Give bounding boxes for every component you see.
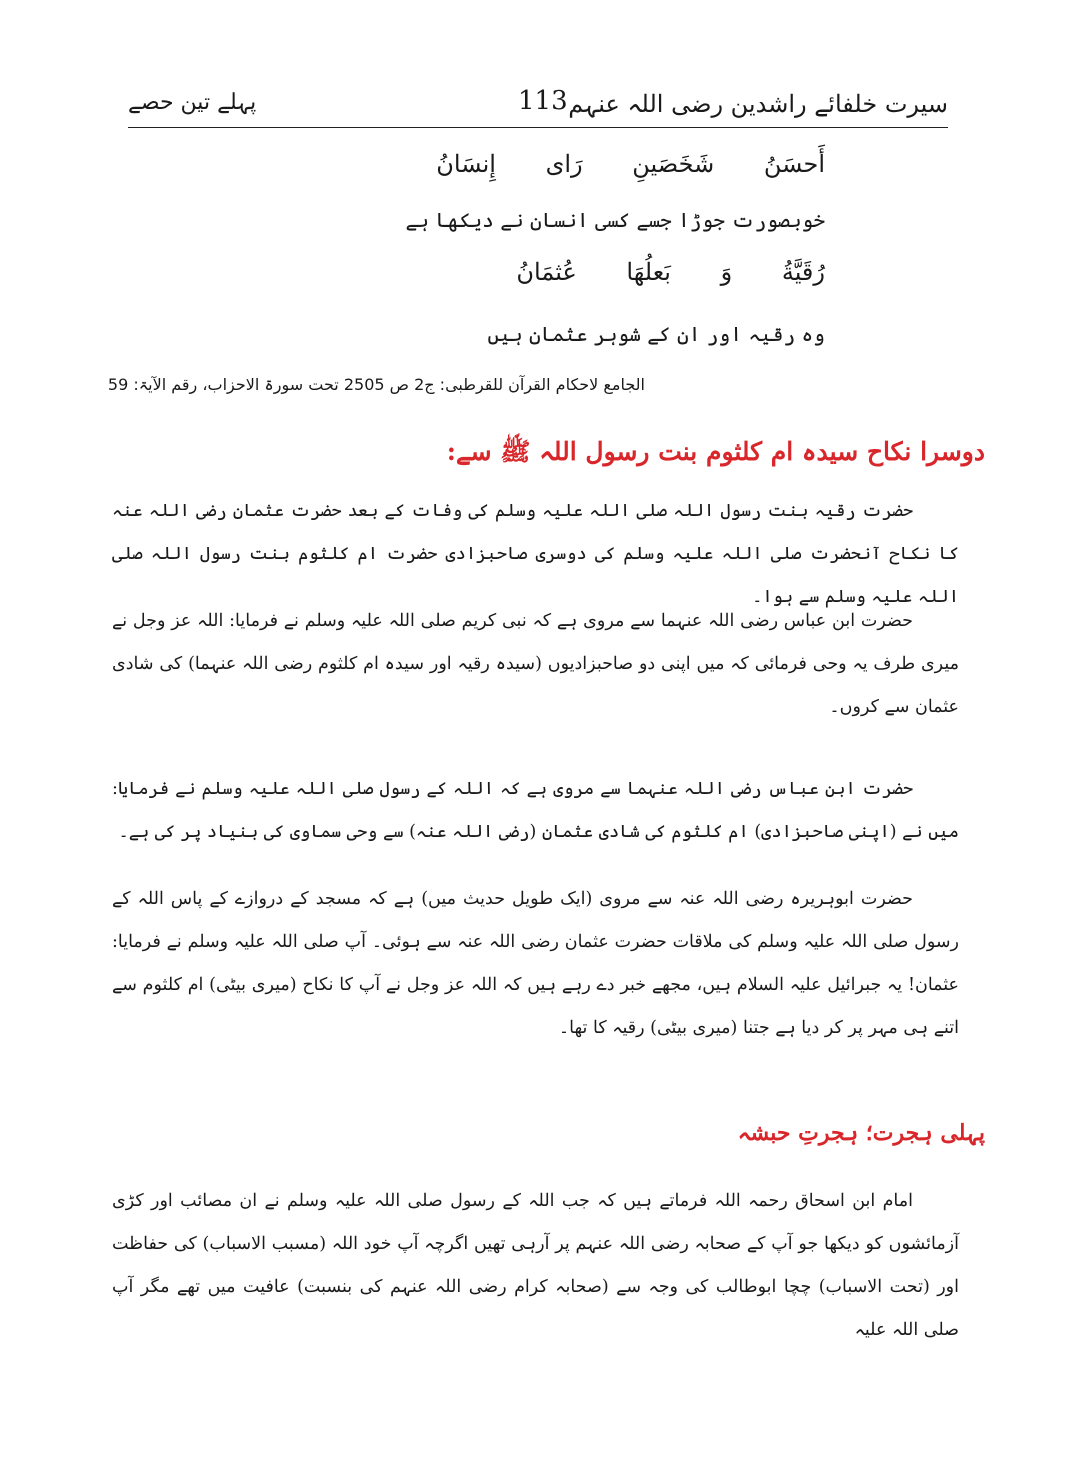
paragraph: امام ابن اسحاق رحمہ اللہ فرماتے ہیں کہ جب اللہ کے رسول صلی اللہ علیہ وسلم نے ان مصائب اور کڑی آزمائشوں کو دیکھا جو آپ کے صحابہ رضی اللہ عنہم پر آرہی تھیں اگرچہ آپ خود اللہ (مسبب الاسباب) کی حفاظت اور (تحت الاسباب) چچا ابوطالب کی وجہ سے (صحابہ کرام رضی اللہ عنہم کی بنسبت) عافیت میں تھے مگر آپ صلی اللہ علیہ — [112, 1191, 959, 1340]
paragraph: حضرت رقیہ بنت رسول اللہ صلی اللہ علیہ وسلم کی وفات کے بعد حضرت عثمان رضی اللہ عنہ کا نکاح آنحضرت صلی اللہ علیہ وسلم کی دوسری صاحبزادی حضرت ام کلثوم بنت رسول اللہ صلی اللہ علیہ وسلم سے ہوا۔ — [112, 501, 959, 607]
paragraph: حضرت ابن عباس رضی اللہ عنہما سے مروی ہے کہ نبی کریم صلی اللہ علیہ وسلم نے فرمایا: اللہ عز وجل نے میری طرف یہ وحی فرمائی کہ میں اپنی دو صاحبزادیوں (سیدہ رقیہ اور سیدہ ام کلثوم رضی اللہ عنہما) کی شادی عثمان سے کروں۔ — [112, 611, 959, 717]
section-heading: پہلی ہجرت؛ ہجرتِ حبشہ — [737, 1120, 985, 1146]
paragraph: حضرت ابوہریرہ رضی اللہ عنہ سے مروی (ایک طویل حدیث میں) ہے کہ مسجد کے دروازے کے پاس اللہ کے رسول صلی اللہ علیہ وسلم کی ملاقات حضرت عثمان رضی اللہ عنہ سے ہوئی۔ آپ صلی اللہ علیہ وسلم نے فرمایا: عثمان! یہ جبرائیل علیہ السلام ہیں، مجھے خبر دے رہے ہیں کہ اللہ عز وجل نے آپ کا نکاح (میری بیٹی) ام کلثوم سے اتنے ہی مہر پر کر دیا ہے جتنا (میری بیٹی) رقیہ کا تھا۔ — [112, 889, 959, 1038]
verse-line-translation: خوبصورت جوڑا جسے کسی انسان نے دیکھا ہے — [405, 208, 825, 232]
verse-line-arabic: أَحسَنُ شَخَصَينِ رَاى إِنسَانُ — [436, 150, 825, 178]
page-number: 113 — [518, 86, 568, 116]
verse-line-translation: وہ رقیہ اور ان کے شوہر عثمان ہیں — [487, 322, 825, 346]
citation: الجامع لاحکام القرآن للقرطبی: ج2 ص 2505 تحت سورۃ الاحزاب، رقم الآیۃ: 59 — [107, 375, 645, 394]
paragraph: حضرت ابن عباس رضی اللہ عنہما سے مروی ہے کہ اللہ کے رسول صلی اللہ علیہ وسلم نے فرمایا: میں نے (اپنی صاحبزادی) ام کلثوم کی شادی عثمان (رضی اللہ عنہ) سے وحی سماوی کی بنیاد پر کی ہے۔ — [112, 779, 959, 842]
verse-line-arabic: رُقَيَّةُ وَ بَعلُهَا عُثمَانُ — [516, 258, 825, 286]
section-heading: دوسرا نکاح سیدہ ام کلثوم بنت رسول اللہ ﷺ سے: — [446, 437, 985, 466]
header-divider — [128, 127, 948, 128]
book-title: سیرت خلفائے راشدین رضی اللہ عنہم — [568, 90, 948, 118]
page-header — [128, 86, 948, 126]
section-label: پہلے تین حصے — [128, 90, 257, 115]
